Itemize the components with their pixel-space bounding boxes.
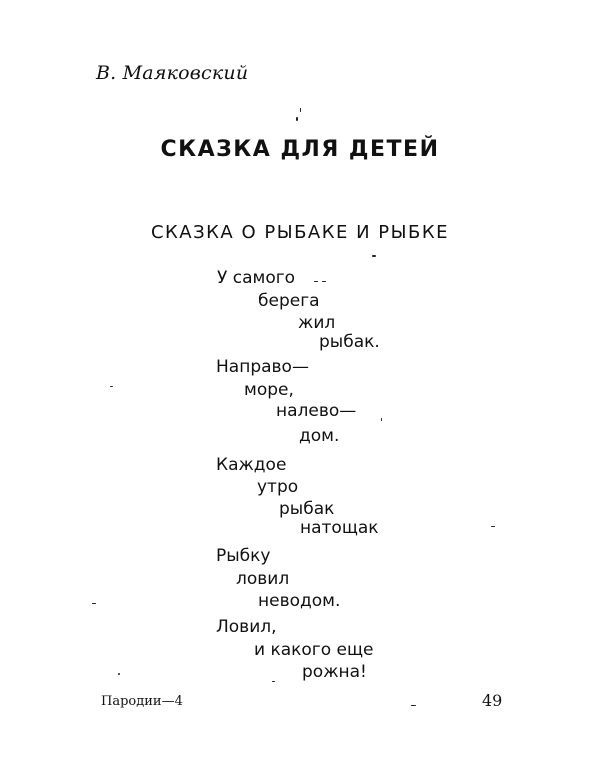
poem-line: море, <box>244 380 294 400</box>
scan-speck <box>118 673 120 675</box>
scan-speck <box>314 281 318 282</box>
poem-line: жил <box>298 313 336 333</box>
poem-line: берега <box>258 291 320 311</box>
poem-line: У самого <box>217 268 296 288</box>
poem-line: налево— <box>276 401 357 421</box>
scan-speck <box>296 117 298 121</box>
scan-speck <box>92 603 96 604</box>
poem-line: Рыбку <box>216 546 271 566</box>
poem-line: Каждое <box>216 455 287 475</box>
poem-line: рожна! <box>302 662 367 682</box>
scan-speck <box>381 418 382 421</box>
poem-line: натощак <box>300 518 379 538</box>
poem-line: неводом. <box>258 591 341 611</box>
poem-line: дом. <box>299 426 340 446</box>
poem-line: рыбак. <box>319 332 380 352</box>
scan-speck <box>372 255 376 257</box>
poem-line: и какого еще <box>254 640 374 660</box>
poem-line: ловил <box>236 569 290 589</box>
poem-line: утро <box>257 477 299 497</box>
scan-speck <box>491 526 495 527</box>
scan-speck <box>322 281 326 282</box>
page-number: 49 <box>482 691 503 710</box>
page-title: СКАЗКА ДЛЯ ДЕТЕЙ <box>160 137 440 162</box>
poem-title: СКАЗКА О РЫБАКЕ И РЫБКЕ <box>150 222 450 243</box>
printer-signature-mark: Пародии—4 <box>101 694 183 709</box>
scan-speck <box>300 108 301 112</box>
author-name: В. Маяковский <box>96 62 249 84</box>
scan-speck <box>110 386 113 387</box>
poem-line: Направо— <box>216 357 309 377</box>
poem-line: рыбак <box>279 499 335 519</box>
poem-line: Ловил, <box>216 617 277 637</box>
scan-speck <box>272 681 275 682</box>
scan-speck <box>411 705 416 706</box>
